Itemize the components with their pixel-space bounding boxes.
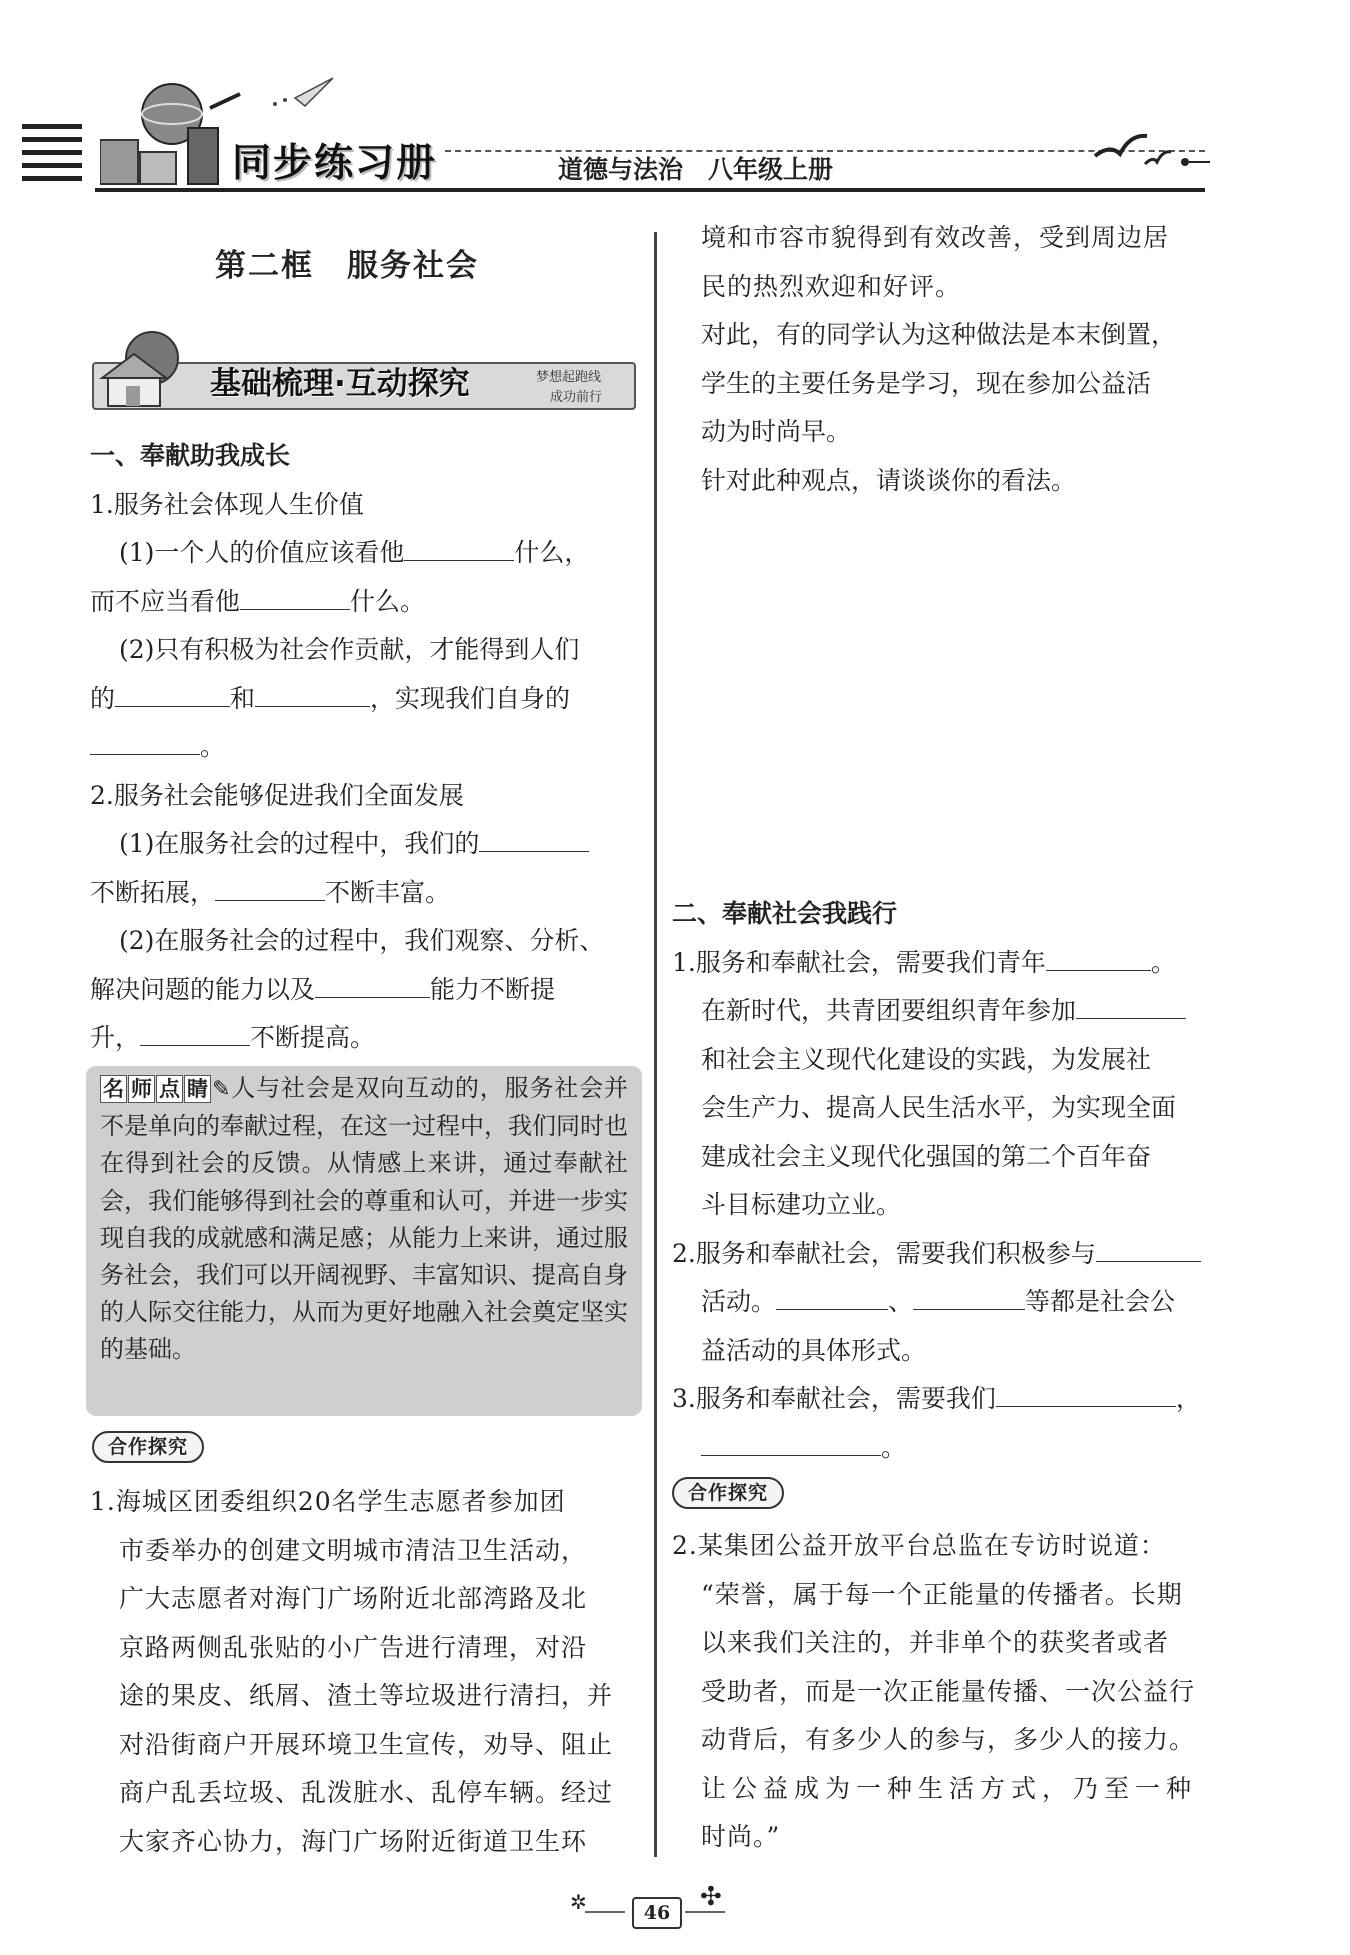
subject-grade: 道德与法治 八年级上册: [558, 155, 834, 184]
case-cont-line: 针对此种观点，请谈谈你的看法。: [701, 465, 1077, 495]
coop-label-left: 合作探究: [92, 1431, 204, 1463]
q1-1-line1: [90, 529, 638, 578]
r2-text-d: 等都是社会公: [1025, 1287, 1176, 1316]
globe-telescope-icon: [100, 78, 250, 188]
r1-line4: 会生产力、提高人民生活水平，为实现全面: [701, 1093, 1177, 1122]
q1-1-text-d: 什么。: [350, 586, 426, 616]
r1-text-a: 1.服务和奉献社会，需要我们青年: [672, 947, 1046, 977]
q2-1-text-c: 不断丰富。: [325, 877, 451, 907]
case-2: [672, 1522, 1220, 1862]
tip-text: 人与社会是双向互动的，服务社会并不是单向的奉献过程，在这一过程中，我们同时也在得到社会的反馈。从情感上来讲，通过奉献社会，我们能够得到社会的尊重和认可，并进一步实现自我的成就感和满足感；从能力上来讲，通过服务社会，我们可以开阔视野、丰富知识、提高自身的人际交往能力，从而为更好地融入社会奠定坚实的基础。: [100, 1074, 628, 1364]
paper-plane-icon: [255, 70, 335, 120]
r1-line5: 建成社会主义现代化强国的第二个百年奋: [701, 1141, 1152, 1171]
coop-label-right: 合作探究: [672, 1477, 784, 1509]
q1-2-line2: [90, 675, 638, 724]
case-1-continued: [672, 214, 1220, 505]
book-title: 同步练习册: [232, 141, 438, 186]
r3-text-b: ，: [1175, 1384, 1201, 1413]
blank[interactable]: [776, 1289, 888, 1310]
tip-label-2: 师: [128, 1075, 155, 1103]
q2-1-line1: [90, 820, 638, 869]
q1-2-text-d: ，实现我们自身的: [370, 683, 571, 713]
r2-text-a: 2.服务和奉献社会，需要我们积极参与: [672, 1238, 1096, 1268]
r2-line1: [672, 1230, 1220, 1279]
q1-1-text-c: 而不应当看他: [90, 586, 241, 616]
section-2-title: 二、奉献社会我践行: [672, 899, 898, 928]
q1-2-line1: (2)只有积极为社会作贡献，才能得到人们: [119, 635, 580, 664]
case-2-line: “荣誉，属于每一个正能量的传播者。长期: [701, 1579, 1183, 1609]
r2-text-c: 、: [888, 1287, 914, 1316]
q1-2-line3: [90, 723, 638, 772]
case-cont-line: 对此，有的同学认为这种做法是本末倒置，: [701, 320, 1177, 349]
column-divider: [654, 232, 657, 1857]
blank[interactable]: [1096, 1241, 1201, 1262]
r1-text-c: 在新时代，共青团要组织青年参加: [701, 996, 1077, 1025]
r3-text-a: 3.服务和奉献社会，需要我们: [672, 1384, 996, 1413]
pinwheel-icon: ✣: [700, 1882, 722, 1912]
page-number: 46: [632, 1897, 682, 1929]
r3-line1: [672, 1375, 1220, 1424]
banner-slogan-2: 成功前行: [550, 390, 603, 405]
blank[interactable]: [255, 686, 370, 707]
house-tree-icon: [92, 328, 202, 410]
flower-icon: ✲: [570, 1890, 587, 1914]
lesson-title: 第二框 服务社会: [215, 248, 479, 284]
tip-label-1: 名: [100, 1075, 127, 1103]
case-cont-line: 动为时尚早。: [701, 417, 852, 446]
blank[interactable]: [315, 977, 430, 998]
case-2-line: 2.某集团公益开放平台总监在专访时说道：: [672, 1531, 1166, 1560]
r1-line1: [672, 939, 1220, 988]
case-1-line: 1.海城区团委组织20名学生志愿者参加团: [90, 1487, 566, 1516]
case-2-line: 时尚。”: [701, 1822, 781, 1851]
case-1-line: 广大志愿者对海门广场附近北部湾路及北: [119, 1584, 588, 1613]
q2-2-text-c: 能力不断提: [430, 974, 556, 1004]
blank[interactable]: [90, 734, 200, 755]
q2-2-line1: (2)在服务社会的过程中，我们观察、分析、: [119, 926, 605, 955]
r3-line2: [672, 1424, 1220, 1473]
banner-slogan-1: 梦想起跑线: [536, 370, 602, 385]
blank[interactable]: [215, 880, 325, 901]
case-2-line: 受助者，而是一次正能量传播、一次公益行: [701, 1676, 1196, 1706]
header-rule: [95, 188, 1205, 192]
item-2: 2.服务社会能够促进我们全面发展: [90, 780, 464, 810]
q2-2-line3: [90, 1014, 638, 1063]
blank[interactable]: [479, 831, 589, 852]
pencil-icon: ✎: [212, 1077, 231, 1102]
q2-1-text-a: (1)在服务社会的过程中，我们的: [119, 829, 480, 858]
r1-line6: 斗目标建功立业。: [701, 1190, 902, 1219]
blank[interactable]: [701, 1435, 881, 1456]
blank[interactable]: [115, 686, 230, 707]
q1-2-text-b: 的: [90, 683, 116, 713]
q2-2-text-e: 不断提高。: [250, 1023, 376, 1052]
left-column: [90, 432, 638, 1063]
q2-1-line2: [90, 869, 638, 918]
case-1-line: 途的果皮、纸屑、渣土等垃圾进行清扫，并: [119, 1681, 614, 1710]
r2-text-b: 活动。: [701, 1287, 777, 1316]
r2-line3: 益活动的具体形式。: [701, 1335, 927, 1365]
r1-text-b: 。: [1150, 947, 1176, 977]
blank[interactable]: [996, 1386, 1176, 1407]
header-decor-bars: [22, 124, 82, 189]
q2-2-line2: [90, 966, 638, 1015]
item-1: 1.服务社会体现人生价值: [90, 489, 364, 519]
case-1-line: 对沿街商户开展环境卫生宣传，劝导、阻止: [119, 1729, 614, 1759]
blank[interactable]: [404, 540, 514, 561]
blank[interactable]: [1046, 950, 1151, 971]
case-2-line: 动背后，有多少人的参与，多少人的接力。: [701, 1725, 1196, 1754]
case-cont-line: 境和市容市貌得到有效改善，受到周边居: [701, 223, 1170, 252]
r1-line2: [672, 987, 1220, 1036]
case-1-line: 大家齐心协力，海门广场附近街道卫生环: [119, 1826, 588, 1856]
teacher-tip: [100, 1070, 628, 1369]
blank[interactable]: [913, 1289, 1025, 1310]
case-1-line: 市委举办的创建文明城市清洁卫生活动，: [119, 1535, 588, 1565]
case-1-line: 京路两侧乱张贴的小广告进行清理，对沿: [119, 1632, 588, 1662]
r1-line3: 和社会主义现代化建设的实践，为发展社: [701, 1044, 1152, 1074]
case-1-line: 商户乱丢垃圾、乱泼脏水、乱停车辆。经过: [119, 1778, 614, 1807]
birds-icon: [1085, 126, 1215, 186]
q2-1-text-b: 不断拓展，: [90, 877, 216, 907]
blank[interactable]: [1076, 998, 1186, 1019]
blank[interactable]: [140, 1025, 250, 1046]
tip-label-3: 点: [156, 1075, 183, 1103]
case-1: [90, 1478, 638, 1866]
banner-title: 基础梳理·互动探究: [210, 366, 470, 402]
r3-text-c: 。: [881, 1432, 907, 1462]
case-cont-line: 学生的主要任务是学习，现在参加公益活: [701, 368, 1152, 398]
footer-rule-left: [585, 1911, 625, 1913]
q1-2-text-e: 。: [200, 732, 226, 761]
blank[interactable]: [240, 589, 350, 610]
tip-label-4: 睛: [184, 1075, 211, 1103]
case-2-line: 让公益成为一种生活方式，乃至一种: [701, 1773, 1198, 1803]
q2-2-text-d: 升，: [90, 1023, 141, 1052]
q2-2-text-b: 解决问题的能力以及: [90, 974, 316, 1004]
r2-line2: [672, 1278, 1220, 1327]
case-2-line: 以来我们关注的，并非单个的获奖者或者: [701, 1628, 1170, 1657]
section-1-title: 一、奉献助我成长: [90, 441, 291, 470]
q1-1-text-b: 什么，: [514, 538, 590, 567]
q1-1-line2: [90, 578, 638, 627]
section-2: [672, 890, 1220, 1472]
q1-1-text-a: (1)一个人的价值应该看他: [119, 538, 405, 567]
q1-2-text-c: 和: [230, 683, 256, 713]
case-cont-line: 民的热烈欢迎和好评。: [701, 271, 962, 301]
